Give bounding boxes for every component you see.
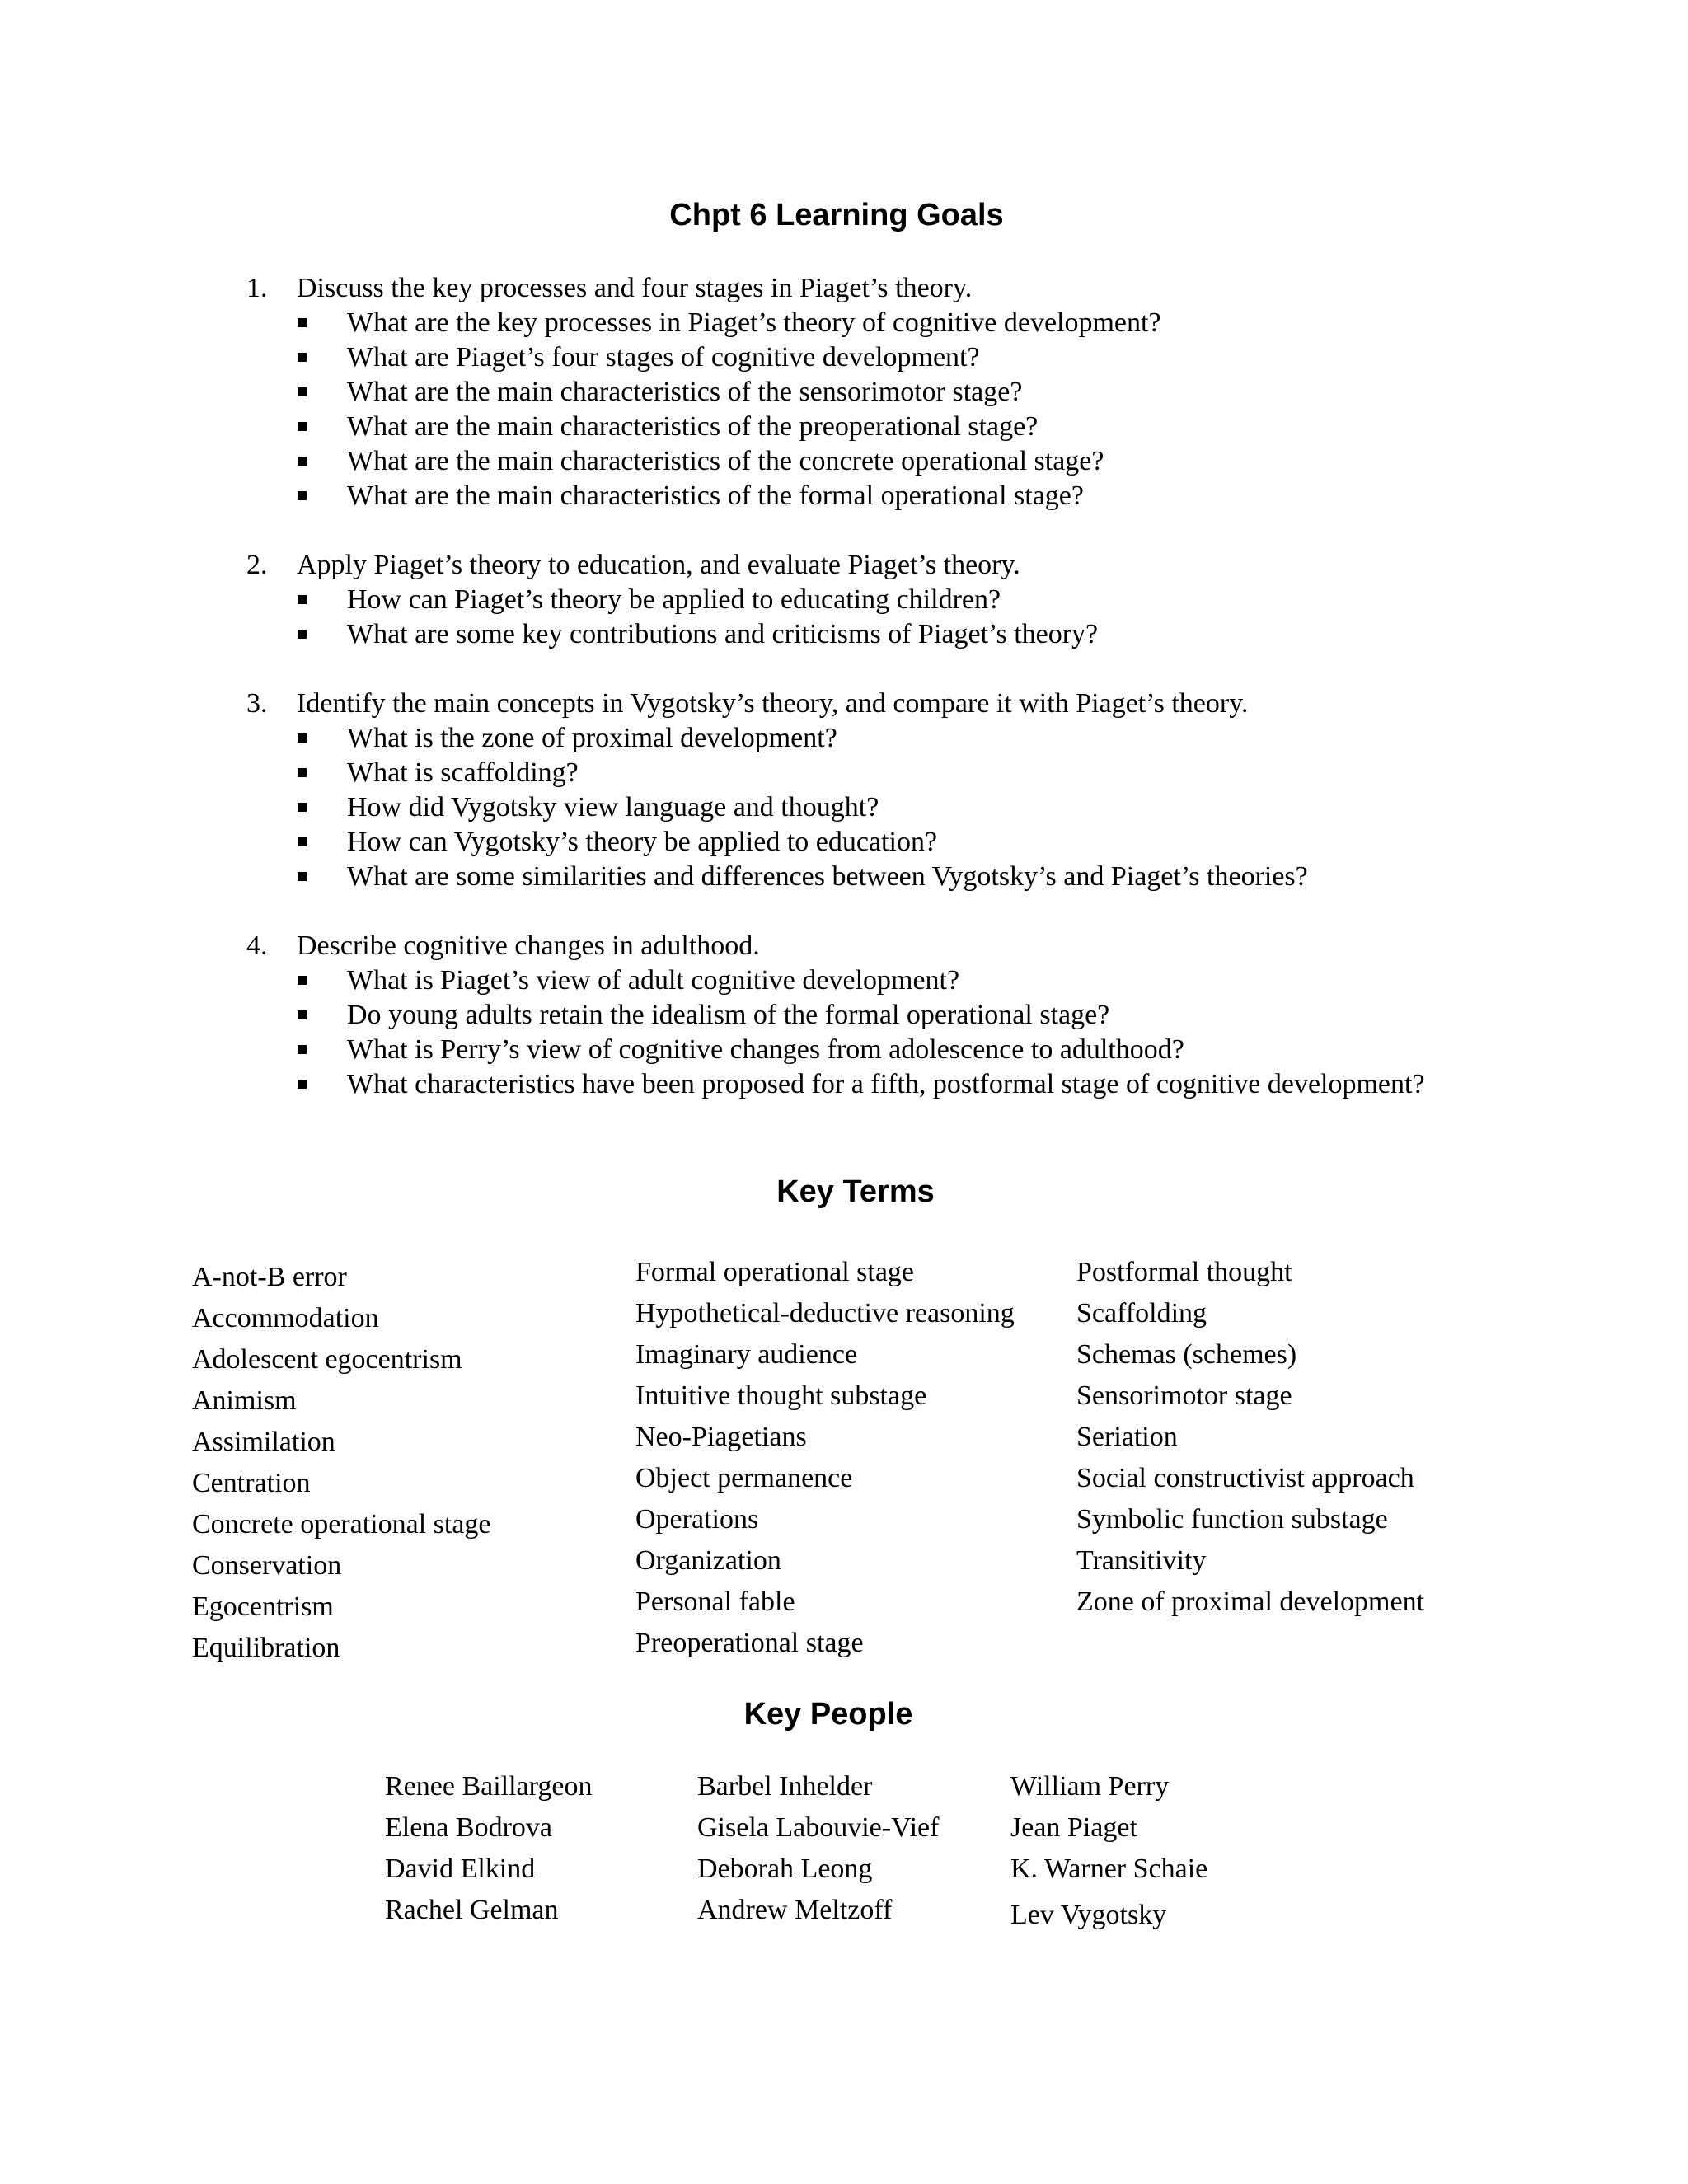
key-person: William Perry: [1010, 1771, 1170, 1802]
key-term: Equilibration: [192, 1633, 340, 1663]
key-terms-column-3: [1076, 1252, 1424, 1623]
key-person: Barbel Inhelder: [697, 1771, 873, 1802]
key-term: Postformal thought: [1076, 1257, 1292, 1287]
learning-goal-3: [239, 687, 1475, 894]
key-term: Scaffolding: [1076, 1298, 1207, 1329]
key-term: Preoperational stage: [635, 1628, 864, 1658]
key-term: Conservation: [192, 1550, 342, 1581]
key-term: Schemas (schemes): [1076, 1339, 1297, 1370]
square-bullet-icon: [298, 1010, 307, 1019]
key-terms-column-2: [635, 1252, 1015, 1664]
square-bullet-icon: [298, 318, 307, 327]
goal-number: 4.: [246, 930, 268, 961]
square-bullet-icon: [298, 491, 307, 500]
question-item: What are the main characteristics of the concrete operational stage?: [239, 444, 1501, 479]
learning-goal-1: [239, 271, 1475, 513]
goal-text: Identify the main concepts in Vygotsky’s theory, and compare it with Piaget’s theory.: [297, 688, 1249, 719]
key-term: Neo-Piagetians: [635, 1422, 807, 1452]
key-person: Renee Baillargeon: [385, 1771, 593, 1802]
square-bullet-icon: [298, 1080, 307, 1089]
square-bullet-icon: [298, 872, 307, 881]
key-people-column-1: [385, 1766, 592, 1931]
goal-questions: [239, 583, 1475, 652]
question-item: How can Piaget’s theory be applied to educating children?: [239, 583, 1501, 617]
square-bullet-icon: [298, 353, 307, 362]
key-term: Imaginary audience: [635, 1339, 858, 1370]
goal-number: 2.: [246, 550, 268, 580]
goal-number: 1.: [246, 273, 268, 303]
square-bullet-icon: [298, 803, 307, 812]
square-bullet-icon: [298, 733, 307, 743]
key-person: Gisela Labouvie-Vief: [697, 1812, 940, 1843]
question-item: What is Piaget’s view of adult cognitive development?: [239, 963, 1501, 998]
key-person: Deborah Leong: [697, 1854, 873, 1884]
goal-questions: [239, 306, 1475, 513]
key-term: Object permanence: [635, 1463, 853, 1493]
question-item: What characteristics have been proposed for a fifth, postformal stage of cognitive development?: [239, 1067, 1427, 1102]
key-terms-heading: Key Terms: [776, 1174, 935, 1209]
square-bullet-icon: [298, 837, 307, 846]
question-item: How can Vygotsky’s theory be applied to education?: [239, 825, 1501, 860]
question-item: What are the key processes in Piaget’s theory of cognitive development?: [239, 306, 1501, 340]
key-term: Intuitive thought substage: [635, 1380, 927, 1411]
key-people-heading: Key People: [743, 1697, 913, 1732]
key-term: Formal operational stage: [635, 1257, 915, 1287]
key-person: Elena Bodrova: [385, 1812, 552, 1843]
key-term: Seriation: [1076, 1422, 1178, 1452]
page-title: Chpt 6 Learning Goals: [669, 198, 1004, 232]
key-person: Lev Vygotsky: [1010, 1900, 1167, 1930]
square-bullet-icon: [298, 457, 307, 466]
square-bullet-icon: [298, 976, 307, 985]
question-item: What are Piaget’s four stages of cognitive development?: [239, 340, 1501, 375]
square-bullet-icon: [298, 1045, 307, 1054]
key-person: Andrew Meltzoff: [697, 1895, 893, 1925]
key-term: Personal fable: [635, 1586, 795, 1617]
question-item: What are some key contributions and criticisms of Piaget’s theory?: [239, 617, 1501, 652]
key-person: David Elkind: [385, 1854, 536, 1884]
question-item: How did Vygotsky view language and thought?: [239, 790, 1501, 825]
question-item: Do young adults retain the idealism of the formal operational stage?: [239, 998, 1501, 1033]
key-term: Assimilation: [192, 1427, 335, 1457]
question-item: What are the main characteristics of the formal operational stage?: [239, 479, 1501, 513]
goal-questions: [239, 721, 1475, 894]
learning-goal-2: [239, 548, 1475, 652]
goal-questions: [239, 963, 1475, 1102]
question-item: What is scaffolding?: [239, 756, 1501, 790]
square-bullet-icon: [298, 595, 307, 604]
key-term: Zone of proximal development: [1076, 1586, 1425, 1617]
learning-goals-list: [239, 271, 1475, 1137]
key-term: Hypothetical-deductive reasoning: [635, 1298, 1015, 1329]
question-item: What is Perry’s view of cognitive changes from adolescence to adulthood?: [239, 1033, 1501, 1067]
key-term: Animism: [192, 1385, 297, 1416]
key-term: Concrete operational stage: [192, 1509, 491, 1540]
key-person: Jean Piaget: [1010, 1812, 1137, 1843]
key-term: Centration: [192, 1468, 311, 1498]
square-bullet-icon: [298, 768, 307, 777]
key-person: Rachel Gelman: [385, 1895, 559, 1925]
square-bullet-icon: [298, 630, 307, 639]
goal-text: Describe cognitive changes in adulthood.: [297, 930, 760, 961]
key-term: Transitivity: [1076, 1545, 1207, 1576]
goal-number: 3.: [246, 688, 268, 719]
key-terms-column-1: [192, 1257, 491, 1669]
key-people-column-3: [1010, 1766, 1207, 1936]
key-people-column-2: [697, 1766, 939, 1931]
key-term: Egocentrism: [192, 1591, 334, 1622]
key-term: Organization: [635, 1545, 781, 1576]
goal-text: Apply Piaget’s theory to education, and evaluate Piaget’s theory.: [297, 550, 1020, 580]
key-person: K. Warner Schaie: [1010, 1854, 1208, 1884]
square-bullet-icon: [298, 387, 307, 396]
goal-text: Discuss the key processes and four stages in Piaget’s theory.: [297, 273, 973, 303]
question-item: What are the main characteristics of the sensorimotor stage?: [239, 375, 1501, 410]
key-term: Accommodation: [192, 1303, 379, 1333]
key-term: Symbolic function substage: [1076, 1504, 1388, 1535]
question-item: What is the zone of proximal development?: [239, 721, 1501, 756]
key-term: Social constructivist approach: [1076, 1463, 1414, 1493]
key-term: Operations: [635, 1504, 759, 1535]
square-bullet-icon: [298, 422, 307, 431]
question-item: What are the main characteristics of the preoperational stage?: [239, 410, 1501, 444]
key-term: Adolescent egocentrism: [192, 1344, 462, 1375]
learning-goal-4: [239, 929, 1475, 1102]
question-item: What are some similarities and differences between Vygotsky’s and Piaget’s theories?: [239, 860, 1501, 894]
key-term: A-not-B error: [192, 1262, 347, 1292]
key-term: Sensorimotor stage: [1076, 1380, 1292, 1411]
